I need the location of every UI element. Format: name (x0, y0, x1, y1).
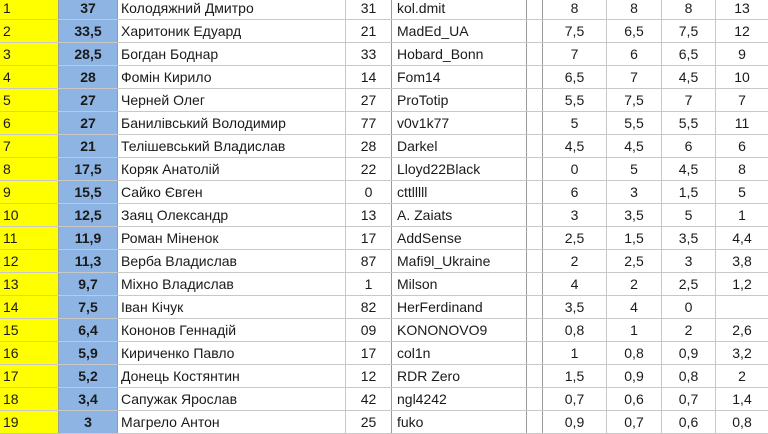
rank-cell[interactable]: 18 (0, 388, 59, 410)
score-cell[interactable]: 33,5 (59, 20, 118, 42)
round-1-cell[interactable]: 0,8 (543, 319, 607, 341)
player-name-cell[interactable]: Богдан Боднар (118, 43, 346, 65)
round-2-cell[interactable]: 0,8 (607, 342, 662, 364)
spacer-cell[interactable] (527, 158, 543, 180)
rank-cell[interactable]: 16 (0, 342, 59, 364)
spacer-cell[interactable] (527, 250, 543, 272)
table-row (0, 250, 768, 273)
score-cell[interactable]: 37 (59, 0, 118, 19)
number-cell[interactable]: 17 (346, 227, 392, 249)
score-cell[interactable]: 3 (59, 411, 118, 433)
nickname-cell[interactable]: Hobard_Bonn (392, 43, 527, 65)
table-row (0, 273, 768, 296)
round-1-cell[interactable]: 0,9 (543, 411, 607, 433)
nickname-cell[interactable]: Mafi9l_Ukraine (392, 250, 527, 272)
table-row (0, 204, 768, 227)
table-row (0, 319, 768, 342)
round-1-cell[interactable]: 0 (543, 158, 607, 180)
score-cell[interactable]: 27 (59, 89, 118, 111)
round-3-cell[interactable]: 2,5 (662, 273, 716, 295)
player-name-cell[interactable]: Коряк Анатолій (118, 158, 346, 180)
number-cell[interactable]: 27 (346, 89, 392, 111)
player-name-cell[interactable]: Сапужак Ярослав (118, 388, 346, 410)
round-4-cell[interactable]: 8 (738, 161, 746, 177)
round-3-cell[interactable]: 0,7 (662, 388, 716, 410)
nickname-cell[interactable]: Fom14 (392, 66, 527, 88)
spacer-cell[interactable] (527, 319, 543, 341)
score-cell[interactable]: 21 (59, 135, 118, 157)
round-2-cell[interactable]: 0,7 (607, 411, 662, 433)
number-cell[interactable]: 13 (346, 204, 392, 226)
number-cell[interactable]: 42 (346, 388, 392, 410)
round-2-cell[interactable]: 3 (607, 181, 662, 203)
table-row (0, 158, 768, 181)
round-2-cell[interactable]: 0,9 (607, 365, 662, 387)
rank-cell[interactable]: 8 (0, 158, 59, 180)
nickname-cell[interactable]: AddSense (392, 227, 527, 249)
round-1-cell[interactable]: 1,5 (543, 365, 607, 387)
round-3-cell[interactable]: 0,6 (662, 411, 716, 433)
rank-cell[interactable]: 19 (0, 411, 59, 433)
table-row (0, 227, 768, 250)
number-cell[interactable]: 77 (346, 112, 392, 134)
table-row (0, 296, 768, 319)
round-3-cell[interactable]: 5,5 (662, 112, 716, 134)
round-3-cell[interactable]: 3 (662, 250, 716, 272)
round-3-cell[interactable]: 0 (662, 296, 716, 318)
round-4-cell[interactable]: 9 (738, 46, 746, 62)
table-row (0, 20, 768, 43)
nickname-cell[interactable]: Darkel (392, 135, 527, 157)
round-3-cell[interactable]: 6 (662, 135, 716, 157)
score-cell[interactable]: 7,5 (59, 296, 118, 318)
rank-cell[interactable]: 15 (0, 319, 59, 341)
spacer-cell[interactable] (527, 66, 543, 88)
round-1-cell[interactable]: 7 (543, 43, 607, 65)
round-4-cell[interactable]: 7 (738, 92, 746, 108)
score-cell[interactable]: 17,5 (59, 158, 118, 180)
round-4-cell[interactable]: 13 (734, 0, 750, 16)
number-cell[interactable]: 21 (346, 20, 392, 42)
round-3-cell[interactable]: 2 (662, 319, 716, 341)
table-row (0, 342, 768, 365)
number-cell[interactable]: 17 (346, 342, 392, 364)
rank-cell[interactable]: 13 (0, 273, 59, 295)
round-1-cell[interactable]: 4,5 (543, 135, 607, 157)
round-2-cell[interactable]: 1,5 (607, 227, 662, 249)
spacer-cell[interactable] (527, 365, 543, 387)
player-name-cell[interactable]: Донець Костянтин (118, 365, 346, 387)
table-row (0, 181, 768, 204)
score-cell[interactable]: 28 (59, 66, 118, 88)
spacer-cell[interactable] (527, 112, 543, 134)
score-cell[interactable]: 11,3 (59, 250, 118, 272)
score-cell[interactable]: 5,2 (59, 365, 118, 387)
spacer-cell[interactable] (527, 43, 543, 65)
round-2-cell[interactable]: 5 (607, 158, 662, 180)
rank-cell[interactable]: 6 (0, 112, 59, 134)
round-1-cell[interactable]: 6,5 (543, 66, 607, 88)
rank-cell[interactable]: 3 (0, 43, 59, 65)
nickname-cell[interactable]: ngl4242 (392, 388, 527, 410)
round-4-cell[interactable]: 4,4 (732, 230, 752, 246)
player-name-cell[interactable]: Іван Кічук (118, 296, 346, 318)
nickname-cell[interactable]: ProTotip (392, 89, 527, 111)
number-cell[interactable]: 82 (346, 296, 392, 318)
table-row (0, 411, 768, 434)
round-2-cell[interactable]: 2,5 (607, 250, 662, 272)
player-name-cell[interactable]: Роман Міненок (118, 227, 346, 249)
score-cell[interactable]: 11,9 (59, 227, 118, 249)
round-4-cell[interactable]: 10 (734, 69, 750, 85)
round-2-cell[interactable]: 7 (607, 66, 662, 88)
round-3-cell[interactable]: 0,8 (662, 365, 716, 387)
round-2-cell[interactable]: 7,5 (607, 89, 662, 111)
score-cell[interactable]: 28,5 (59, 43, 118, 65)
table-row (0, 112, 768, 135)
round-1-cell[interactable]: 8 (543, 0, 607, 19)
spacer-cell[interactable] (527, 273, 543, 295)
round-1-cell[interactable]: 5 (543, 112, 607, 134)
round-2-cell[interactable]: 3,5 (607, 204, 662, 226)
number-cell[interactable]: 22 (346, 158, 392, 180)
round-4-cell[interactable]: 3,2 (732, 345, 752, 361)
player-name-cell[interactable]: Колодяжний Дмитро (118, 0, 346, 19)
table-row (0, 388, 768, 411)
score-cell[interactable]: 6,4 (59, 319, 118, 341)
round-2-cell[interactable]: 4 (607, 296, 662, 318)
nickname-cell[interactable]: Milson (392, 273, 527, 295)
rank-cell[interactable]: 4 (0, 66, 59, 88)
nickname-cell[interactable]: Lloyd22Black (392, 158, 527, 180)
score-cell[interactable]: 27 (59, 112, 118, 134)
spacer-cell[interactable] (527, 89, 543, 111)
rank-cell[interactable]: 2 (0, 20, 59, 42)
player-name-cell[interactable]: Магрело Антон (118, 411, 346, 433)
round-3-cell[interactable]: 5 (662, 204, 716, 226)
round-4-cell[interactable]: 3,8 (732, 253, 752, 269)
number-cell[interactable]: 09 (346, 319, 392, 341)
rank-cell[interactable]: 1 (0, 0, 59, 19)
round-3-cell[interactable]: 1,5 (662, 181, 716, 203)
table-row (0, 135, 768, 158)
nickname-cell[interactable]: RDR Zero (392, 365, 527, 387)
nickname-cell[interactable]: KONONOVO9 (392, 319, 527, 341)
round-2-cell[interactable]: 6 (607, 43, 662, 65)
spacer-cell[interactable] (527, 296, 543, 318)
round-4-cell[interactable]: 5 (738, 184, 746, 200)
round-3-cell[interactable]: 0,9 (662, 342, 716, 364)
round-2-cell[interactable]: 8 (607, 0, 662, 19)
rank-cell[interactable]: 17 (0, 365, 59, 387)
nickname-cell[interactable]: A. Zaiats (392, 204, 527, 226)
player-name-cell[interactable]: Кириченко Павло (118, 342, 346, 364)
player-name-cell[interactable]: Міхно Владислав (118, 273, 346, 295)
number-cell[interactable]: 12 (346, 365, 392, 387)
rank-cell[interactable]: 12 (0, 250, 59, 272)
number-cell[interactable]: 14 (346, 66, 392, 88)
nickname-cell[interactable]: v0v1k77 (392, 112, 527, 134)
player-name-cell[interactable]: Банилівський Володимир (118, 112, 346, 134)
number-cell[interactable]: 33 (346, 43, 392, 65)
round-1-cell[interactable]: 2,5 (543, 227, 607, 249)
spacer-cell[interactable] (527, 227, 543, 249)
round-4-cell[interactable]: 1 (738, 207, 746, 223)
rank-cell[interactable]: 9 (0, 181, 59, 203)
round-3-cell[interactable]: 3,5 (662, 227, 716, 249)
rank-cell[interactable]: 10 (0, 204, 59, 226)
number-cell[interactable]: 31 (346, 0, 392, 19)
round-3-cell[interactable]: 4,5 (662, 158, 716, 180)
spacer-cell[interactable] (527, 388, 543, 410)
round-4-cell[interactable]: 0,8 (732, 414, 752, 430)
round-1-cell[interactable]: 1 (543, 342, 607, 364)
round-1-cell[interactable]: 0,7 (543, 388, 607, 410)
nickname-cell[interactable]: fuko (392, 411, 527, 433)
round-3-cell[interactable]: 6,5 (662, 43, 716, 65)
round-3-cell[interactable]: 8 (662, 0, 716, 19)
rank-cell[interactable]: 7 (0, 135, 59, 157)
table-row (0, 0, 768, 20)
player-name-cell[interactable]: Заяц Олександр (118, 204, 346, 226)
round-2-cell[interactable]: 5,5 (607, 112, 662, 134)
round-4-cell[interactable] (716, 296, 768, 318)
player-name-cell[interactable]: Черней Олег (118, 89, 346, 111)
round-4-cell[interactable]: 1,2 (732, 276, 752, 292)
player-name-cell[interactable]: Кононов Геннадій (118, 319, 346, 341)
round-4-cell[interactable]: 6 (738, 138, 746, 154)
spacer-cell[interactable] (527, 0, 543, 19)
nickname-cell[interactable]: col1n (392, 342, 527, 364)
round-2-cell[interactable]: 6,5 (607, 20, 662, 42)
spacer-cell[interactable] (527, 204, 543, 226)
player-name-cell[interactable]: Фомін Кирило (118, 66, 346, 88)
round-1-cell[interactable]: 2 (543, 250, 607, 272)
spacer-cell[interactable] (527, 135, 543, 157)
number-cell[interactable]: 25 (346, 411, 392, 433)
spacer-cell[interactable] (527, 181, 543, 203)
round-1-cell[interactable]: 6 (543, 181, 607, 203)
round-3-cell[interactable]: 7,5 (662, 20, 716, 42)
score-cell[interactable]: 5,9 (59, 342, 118, 364)
number-cell[interactable]: 87 (346, 250, 392, 272)
score-cell[interactable]: 15,5 (59, 181, 118, 203)
nickname-cell[interactable]: kol.dmit (392, 0, 527, 19)
number-cell[interactable]: 28 (346, 135, 392, 157)
score-cell[interactable]: 3,4 (59, 388, 118, 410)
round-1-cell[interactable]: 7,5 (543, 20, 607, 42)
round-2-cell[interactable]: 4,5 (607, 135, 662, 157)
table-row (0, 43, 768, 66)
round-3-cell[interactable]: 4,5 (662, 66, 716, 88)
round-1-cell[interactable]: 3 (543, 204, 607, 226)
player-name-cell[interactable]: Телішевський Владислав (118, 135, 346, 157)
score-cell[interactable]: 12,5 (59, 204, 118, 226)
table-row (0, 66, 768, 89)
round-4-cell[interactable]: 2 (738, 368, 746, 384)
nickname-cell[interactable]: cttlllll (392, 181, 527, 203)
spacer-cell[interactable] (527, 342, 543, 364)
spacer-cell[interactable] (527, 20, 543, 42)
round-2-cell[interactable]: 0,6 (607, 388, 662, 410)
round-2-cell[interactable]: 2 (607, 273, 662, 295)
round-4-cell[interactable]: 11 (734, 115, 750, 131)
round-4-cell[interactable]: 1,4 (732, 391, 752, 407)
table-row (0, 89, 768, 112)
round-2-cell[interactable]: 1 (607, 319, 662, 341)
rank-cell[interactable]: 14 (0, 296, 59, 318)
nickname-cell[interactable]: MadEd_UA (392, 20, 527, 42)
player-name-cell[interactable]: Верба Владислав (118, 250, 346, 272)
round-1-cell[interactable]: 5,5 (543, 89, 607, 111)
score-cell[interactable]: 9,7 (59, 273, 118, 295)
round-1-cell[interactable]: 3,5 (543, 296, 607, 318)
round-4-cell[interactable]: 2,6 (732, 322, 752, 338)
rank-cell[interactable]: 11 (0, 227, 59, 249)
rank-cell[interactable]: 5 (0, 89, 59, 111)
player-name-cell[interactable]: Харитоник Едуард (118, 20, 346, 42)
number-cell[interactable]: 1 (346, 273, 392, 295)
round-1-cell[interactable]: 4 (543, 273, 607, 295)
table-row (0, 365, 768, 388)
nickname-cell[interactable]: HerFerdinand (392, 296, 527, 318)
round-4-cell[interactable]: 12 (734, 23, 750, 39)
round-3-cell[interactable]: 7 (662, 89, 716, 111)
player-name-cell[interactable]: Сайко Євген (118, 181, 346, 203)
number-cell[interactable]: 0 (346, 181, 392, 203)
